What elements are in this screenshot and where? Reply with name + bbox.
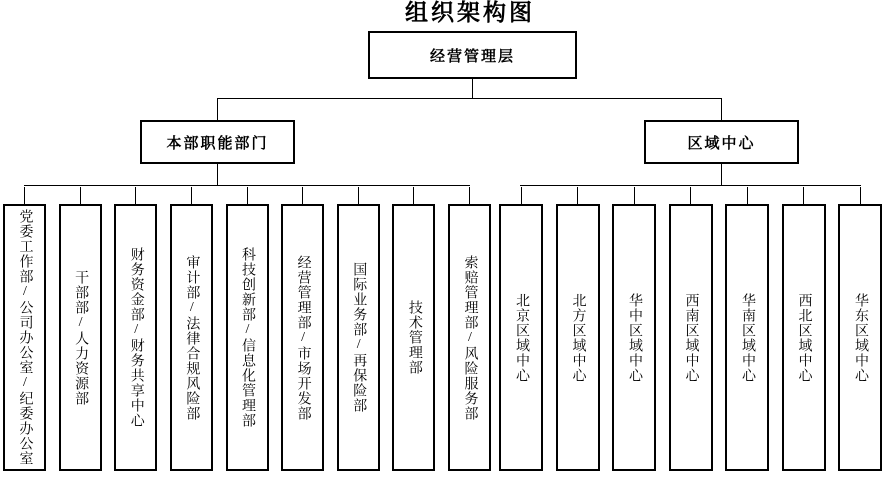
region-node bbox=[499, 204, 543, 471]
region-node bbox=[725, 204, 769, 471]
region-label: 西南区域中心 bbox=[683, 292, 699, 383]
branch-label: 本部职能部门 bbox=[166, 135, 269, 152]
root-node-label: 经营管理层 bbox=[429, 48, 515, 65]
department-label: 党委工作部/公司办公室/纪委办公室 bbox=[17, 209, 33, 466]
headquarters-children-row bbox=[3, 204, 491, 471]
department-node bbox=[114, 204, 157, 471]
branch-node-headquarters bbox=[140, 120, 295, 164]
department-node bbox=[3, 204, 46, 471]
department-label: 技术管理部 bbox=[406, 300, 422, 375]
connector-drop-right bbox=[721, 98, 722, 120]
chart-title: 组织架构图 bbox=[405, 0, 535, 25]
department-label: 索赔管理部/风险服务部 bbox=[462, 254, 478, 421]
department-label: 科技创新部/信息化管理部 bbox=[240, 247, 255, 428]
department-label: 财务资金部/财务共享中心 bbox=[128, 247, 144, 428]
region-label: 北方区域中心 bbox=[570, 292, 586, 383]
department-node bbox=[448, 204, 491, 471]
connector-drop-left bbox=[217, 98, 218, 120]
region-label: 西北区域中心 bbox=[796, 292, 812, 383]
root-node bbox=[368, 31, 577, 79]
branch-label: 区域中心 bbox=[687, 135, 756, 152]
regional-children-row bbox=[499, 204, 882, 471]
region-node bbox=[669, 204, 713, 471]
region-node bbox=[838, 204, 882, 471]
region-label: 华南区域中心 bbox=[740, 292, 755, 383]
connector-headquarters-stem bbox=[217, 164, 218, 185]
department-label: 干部部/人力资源部 bbox=[73, 269, 89, 406]
department-label: 国际业务部/再保险部 bbox=[351, 262, 367, 413]
department-label: 审计部/法律合规风险部 bbox=[184, 254, 200, 421]
region-node bbox=[782, 204, 826, 471]
connector-level1-horizontal bbox=[217, 98, 722, 99]
department-label: 经营管理部/市场开发部 bbox=[295, 254, 311, 421]
department-node bbox=[59, 204, 102, 471]
department-node bbox=[392, 204, 435, 471]
department-node bbox=[226, 204, 269, 471]
department-node bbox=[281, 204, 324, 471]
connector-regional-stem bbox=[721, 164, 722, 185]
region-label: 北京区域中心 bbox=[514, 292, 529, 383]
region-label: 华东区域中心 bbox=[853, 292, 868, 383]
region-node bbox=[556, 204, 600, 471]
department-node bbox=[170, 204, 213, 471]
connector-root-stem bbox=[472, 79, 473, 98]
region-node bbox=[612, 204, 656, 471]
region-label: 华中区域中心 bbox=[627, 292, 642, 383]
department-node bbox=[337, 204, 380, 471]
branch-node-regional bbox=[644, 120, 799, 164]
